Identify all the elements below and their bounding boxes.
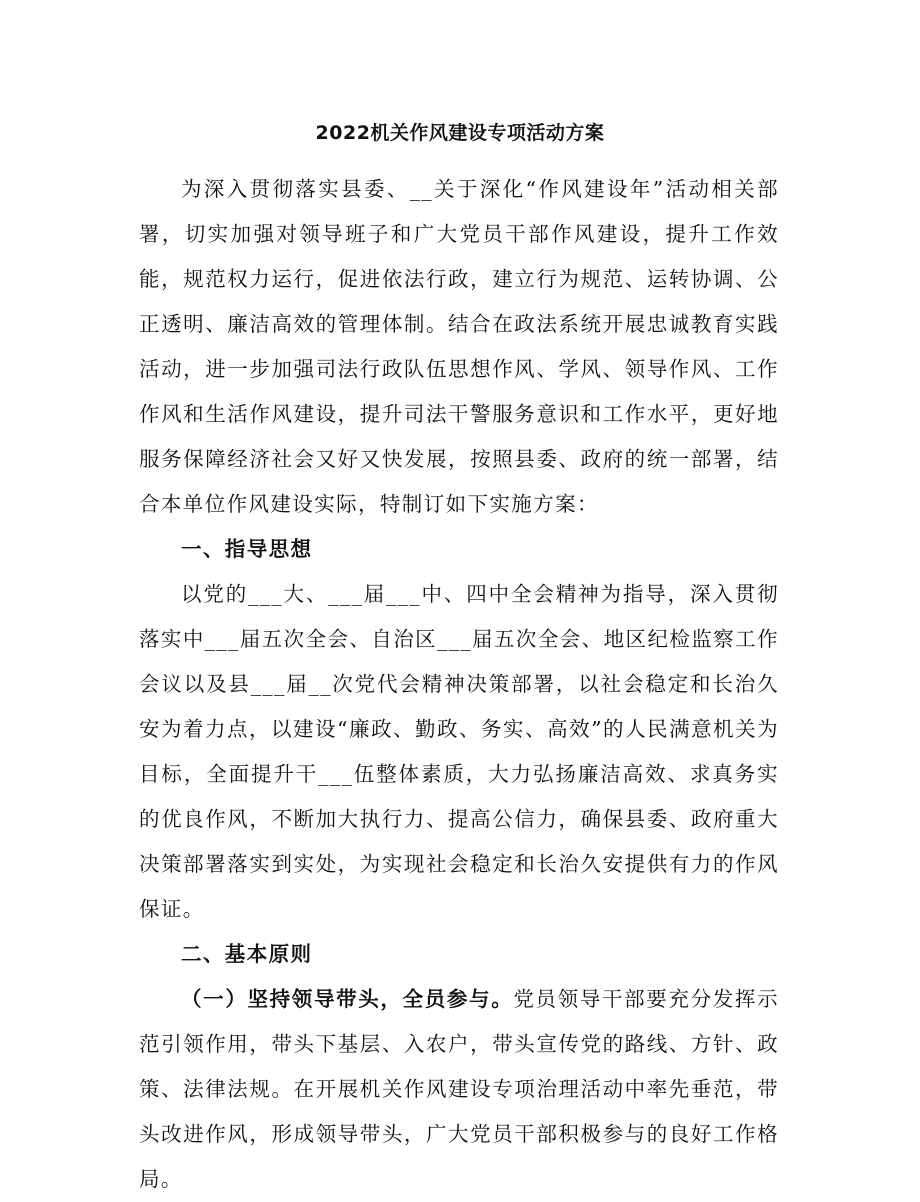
- section-heading-basic-principles: 二、基本原则: [181, 942, 313, 966]
- section-heading-guiding-thought: 一、指导思想: [181, 537, 313, 561]
- intro-paragraph: 为深入贯彻落实县委、__关于深化“作风建设年”活动相关部署，切实加强对领导班子和广大党员干部作风建设，提升工作效能，规范权力运行，促进依法行政，建立行为规范、运转协调、公正透明、廉洁高效的管理体制。结合在政法系统开展忠诚教育实践活动，进一步加强司法行政队伍思想作风、学风、领导作风、工作作风和生活作风建设，提升司法干警服务意识和工作水平，更好地服务保障经济社会又好又快发展，按照县委、政府的统一部署，结合本单位作风建设实际，特制订如下实施方案：: [139, 177, 779, 516]
- principle-item-1-paragraph: [139, 977, 779, 1202]
- principle-item-1-lead: （一）坚持领导带头，全员参与。: [181, 987, 514, 1011]
- principle-item-1-text: 党员领导干部要充分发挥示范引领作用，带头下基层、入农户，带头宣传党的路线、方针、政策、法律法规。在开展机关作风建设专项治理活动中率先垂范，带头改进作风，形成领导带头，广大党员干部积极参与的良好工作格局。: [139, 987, 779, 1191]
- guiding-thought-paragraph: 以党的___大、___届___中、四中全会精神为指导，深入贯彻落实中___届五次全会、自治区___届五次全会、地区纪检监察工作会议以及县___届__次党代会精神决策部署，以社会稳定和长治久安为着力点，以建设“廉政、勤政、务实、高效”的人民满意机关为目标，全面提升干___伍整体素质，大力弘扬廉洁高效、求真务实的优良作风，不断加大执行力、提高公信力，确保县委、政府重大决策部署落实到实处，为实现社会稳定和长治久安提供有力的作风保证。: [139, 582, 779, 921]
- document-title: 2022机关作风建设专项活动方案: [315, 122, 605, 144]
- document-body: [139, 167, 779, 1202]
